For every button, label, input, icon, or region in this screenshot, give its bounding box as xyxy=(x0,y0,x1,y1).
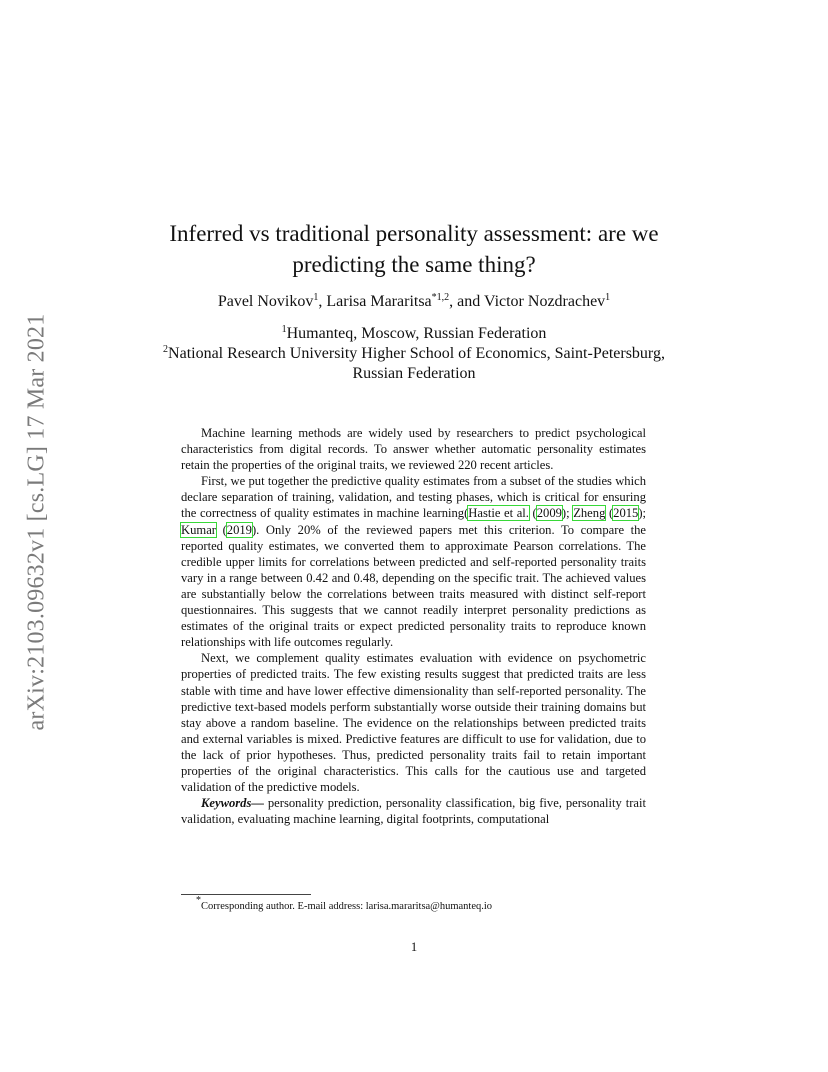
footnote-mark: * xyxy=(196,895,201,906)
affiliation-list xyxy=(150,324,678,384)
affiliation-line xyxy=(150,324,678,344)
author-affiliation-mark: 1 xyxy=(605,292,611,303)
author-name: Pavel Novikov xyxy=(217,293,314,310)
abstract xyxy=(181,425,646,827)
author-separator: , and xyxy=(449,293,484,310)
citation-link[interactable]: Zheng xyxy=(573,506,606,521)
author-name: Larisa Mararitsa xyxy=(326,293,432,310)
arxiv-identifier xyxy=(22,286,52,758)
keywords-text: personality prediction, personality classification, big five, personality trait validation, evaluating machine learning, digital footprints, computational xyxy=(181,796,646,827)
abstract-paragraph: First, we put together the predictive quality estimates from a subset of the studies which declare separation of training, validation, and testing phases, which is critical for ensuring the correctness of quality estimates in machine learning(Hastie et al. (2009); Zheng (2015); Kumar (2019). Only 20% of the reviewed papers met this criterion. To compare the reported quality estimates, we converted them to approximate Pearson correlations. The credible upper limits for correlations between predicted and self-reported personality traits vary in a range between 0.42 and 0.48, depending on the specific trait. The achieved values are substantially below the correlations between traits measured with distinct self-report questionnaires. This suggests that we cannot readily interpret personality predictions as estimates of the original traits or expect predicted personality traits to reproduce known relationships with life outcomes regularly. xyxy=(181,474,647,650)
citation-link[interactable]: Hastie et al. xyxy=(468,506,529,521)
abstract-text: ). Only 20% of the reviewed papers met this criterion. To compare the reported quality estimates, we converted them to approximate Pearson correlations. The credible upper limits for correlations between predicted and self-reported personality traits vary in a range between 0.42 and 0.48, depending on the specific trait. The achieved values are substantially below the correlations between traits measured with distinct self-report questionnaires. This suggests that we cannot readily interpret personality predictions as estimates of the original traits or expect predicted personality traits to reproduce known relationships with life outcomes regularly. xyxy=(181,522,646,650)
affiliation-text: Humanteq, Moscow, Russian Federation xyxy=(286,325,547,342)
paper-title: Inferred vs traditional personality assessment: are we predicting the same thing? xyxy=(169,221,659,277)
citation-link[interactable]: 2015 xyxy=(613,506,639,521)
author-affiliation-mark: *1,2 xyxy=(431,292,450,303)
citation-link[interactable]: 2019 xyxy=(226,522,252,537)
affiliation-mark: 2 xyxy=(163,344,169,355)
arxiv-identifier-text: arXiv:2103.09632v1 [cs.LG] 17 Mar 2021 xyxy=(23,313,50,731)
author-affiliation-mark: 1 xyxy=(313,292,319,303)
keywords-label: Keywords— xyxy=(201,796,264,811)
footnote-text: Corresponding author. E-mail address: larisa.mararitsa@humanteq.io xyxy=(201,901,493,912)
author-name: Victor Nozdrachev xyxy=(483,293,606,310)
abstract-paragraph: Machine learning methods are widely used by researchers to predict psychological characteristics from digital records. To answer whether automatic personality estimates retain the properties of the original traits, we reviewed 220 recent articles. xyxy=(181,426,646,473)
affiliation-text: National Research University Higher School of Economics, Saint-Petersburg, Russian Federation xyxy=(168,345,665,382)
abstract-paragraph: Next, we complement quality estimates evaluation with evidence on psychometric properties of predicted traits. The few existing results suggest that predicted traits are less stable with time and have lower effective dimensionality than self-reported personality. The predictive text-based models perform substantially worse outside their training domains but stay above a random baseline. The evidence on the relationships between predicted traits and external variables is mixed. Predictive features are difficult to use for validation, due to the lack of prior hypotheses. Thus, predicted personality traits fail to retain important properties of the original characteristics. This calls for the cautious use and targeted validation of the predictive models. xyxy=(181,651,646,795)
author-separator: , xyxy=(318,293,327,310)
keywords xyxy=(181,795,646,827)
page-number: 1 xyxy=(410,940,418,954)
abstract-text: First, we put together the predictive quality estimates from a subset of the studies which declare separation of training, validation, and testing phases, which is critical for ensuring the correctness of quality estimates in machine learning( xyxy=(181,474,646,521)
affiliation-mark: 1 xyxy=(281,324,287,335)
citation-link[interactable]: 2009 xyxy=(536,506,562,521)
citation-link[interactable]: Kumar xyxy=(181,522,216,537)
author-list xyxy=(150,292,678,312)
footnote xyxy=(196,895,646,914)
affiliation-line xyxy=(150,344,678,384)
